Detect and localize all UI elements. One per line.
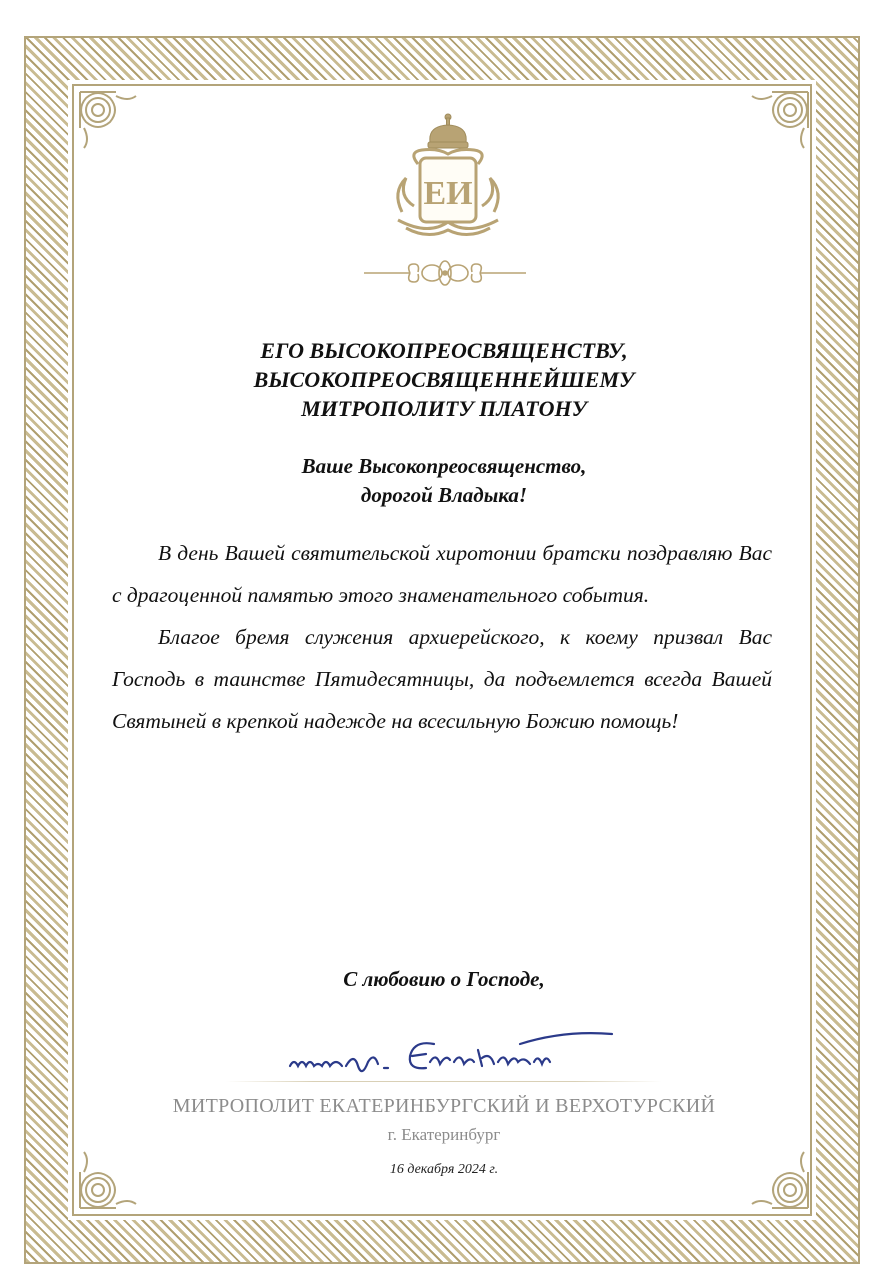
letter-greeting: [100, 452, 788, 510]
address-line: МИТРОПОЛИТУ ПЛАТОНУ: [301, 396, 587, 421]
sender-city: г. Екатеринбург: [387, 1125, 501, 1144]
signature-rule: [226, 1081, 662, 1082]
address-line: ВЫСОКОПРЕОСВЯЩЕННЕЙШЕМУ: [253, 367, 635, 392]
letter-closing: С любовию о Господе,: [343, 967, 545, 991]
greeting-line: Ваше Высокопреосвященство,: [301, 454, 587, 478]
sender-title: МИТРОПОЛИТ ЕКАТЕРИНБУРГСКИЙ И ВЕРХОТУРСКИЙ: [172, 1095, 716, 1117]
body-paragraph: В день Вашей святительской хиротонии братски поздравляю Вас с драгоценной памятью этого знаменательного события.: [112, 541, 772, 607]
greeting-line: дорогой Владыка!: [360, 483, 528, 507]
handwritten-signature: [284, 1022, 614, 1088]
letter-date: 16 декабря 2024 г.: [389, 1162, 499, 1177]
body-paragraph: Благое бремя служения архиерейского, к коему призвал Вас Господь в таинстве Пятидесятницы, да подъемлется всегда Вашей Святыней в крепкой надежде на всесильную Божию помощь!: [112, 625, 772, 733]
address-line: ЕГО ВЫСОКОПРЕОСВЯЩЕНСТВУ,: [260, 338, 628, 363]
corner-ornament-icon: [76, 88, 146, 158]
emblem-monogram: ЕИ: [423, 175, 473, 212]
corner-ornament-icon: [742, 88, 812, 158]
crown-monogram-emblem-icon: [388, 112, 508, 240]
letter-body: [112, 532, 772, 742]
flourish-divider-icon: [362, 256, 528, 290]
letter-address: [100, 336, 788, 423]
